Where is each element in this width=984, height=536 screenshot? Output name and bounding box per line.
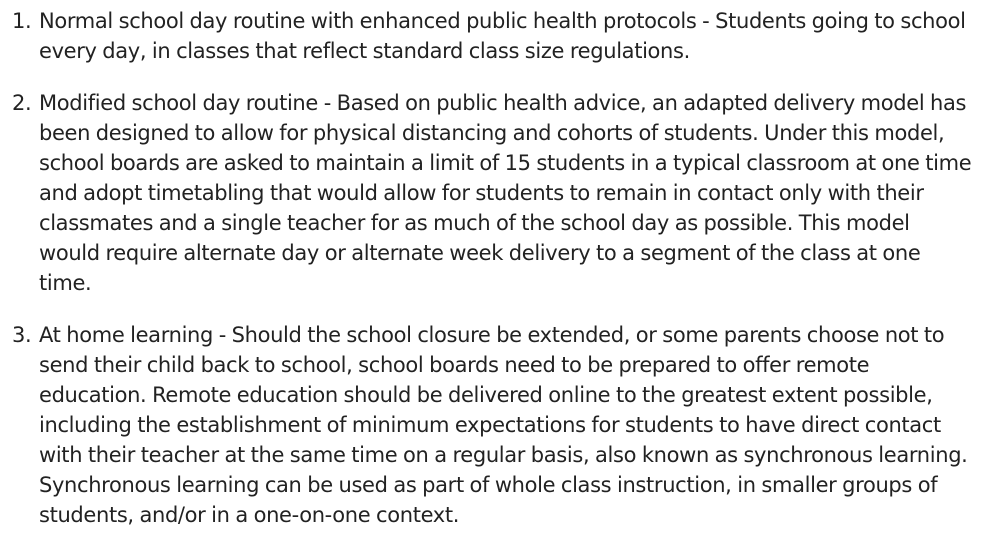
list-item-1 xyxy=(12,6,976,66)
list-item-2 xyxy=(12,88,976,298)
list-item-1-text: Normal school day routine with enhanced public health protocols - Students going to school every day, in classes that reflect standard class size regulations. xyxy=(39,9,966,63)
numbered-list xyxy=(12,6,976,530)
list-item-3-text: At home learning - Should the school closure be extended, or some parents choose not to send their child back to school, school boards need to be prepared to offer remote education. Remote education should be delivered online to the greatest extent possible, including the establishment of minimum expectations for students to have direct contact with their teacher at the same time on a regular basis, also known as synchronous learning. Synchronous learning can be used as part of whole class instruction, in smaller groups of students, and/or in a one-on-one context. xyxy=(39,323,968,527)
list-item-2-text: Modified school day routine - Based on public health advice, an adapted delivery model has been designed to allow for physical distancing and cohorts of students. Under this model, school boards are asked to maintain a limit of 15 students in a typical classroom at one time and adopt timetabling that would allow for students to remain in contact only with their classmates and a single teacher for as much of the school day as possible. This model would require alternate day or alternate week delivery to a segment of the class at one time. xyxy=(39,91,972,295)
list-item-2-number: 2. xyxy=(12,91,32,115)
list-item-3 xyxy=(12,320,976,530)
list-item-1-number: 1. xyxy=(12,9,32,33)
list-item-3-number: 3. xyxy=(12,323,32,347)
